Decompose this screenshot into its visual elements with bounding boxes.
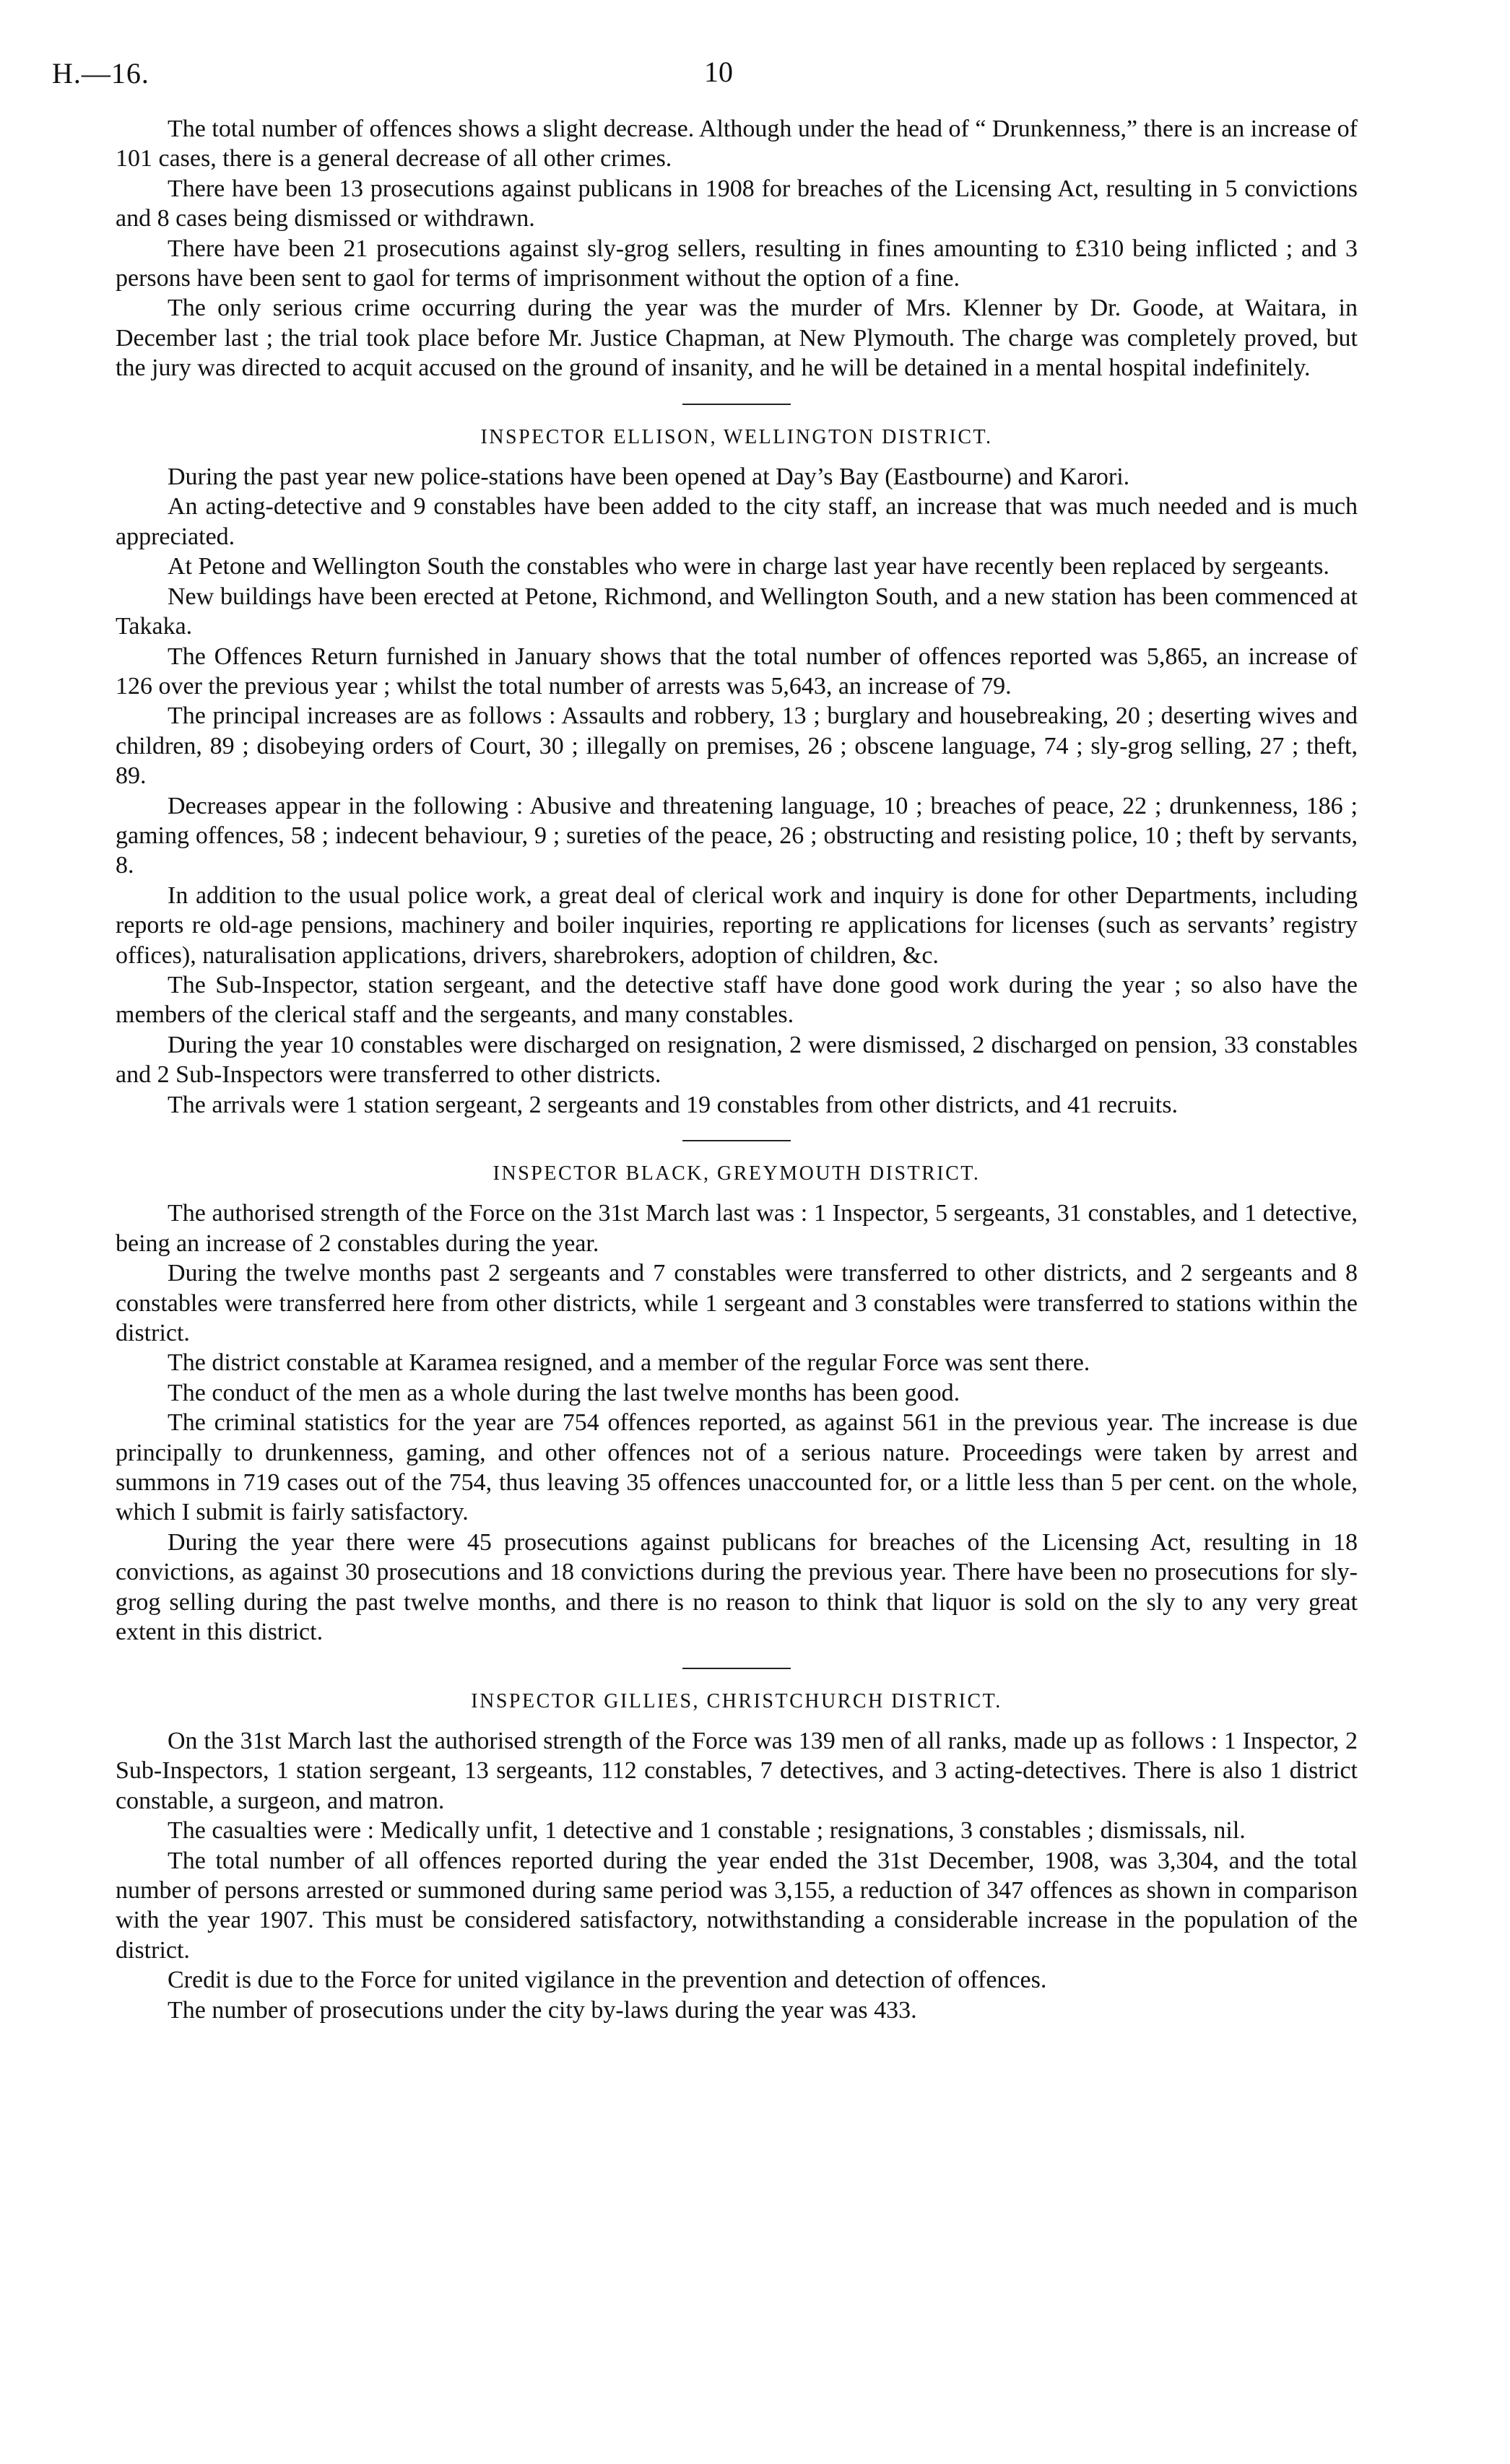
section-heading: INSPECTOR BLACK, GREYMOUTH DISTRICT. [493, 1162, 981, 1185]
paragraph: During the twelve months past 2 sergeants and 7 constables were transferred to other districts, and 2 sergeants and 8 constables were transferred here from other districts, while 1 sergeant and 3 constables were transferred to stations within the district. [116, 1260, 1358, 1347]
paragraph: During the year 10 constables were discharged on resignation, 2 were dismissed, 2 discharged on pension, 33 constables and 2 Sub-Inspectors were transferred to other districts. [116, 1031, 1358, 1089]
document-body [116, 114, 1358, 2025]
paragraph: There have been 21 prosecutions against sly-grog sellers, resulting in fines amounting to £310 being inflicted ; and 3 persons have been sent to gaol for terms of imprisonment without the option of a fine. [116, 235, 1358, 292]
paragraph: The principal increases are as follows : Assaults and robbery, 13 ; burglary and housebreaking, 20 ; deserting wives and children, 89 ; disobeying orders of Court, 30 ; illegally on premises, 26 ; obscene language, 74 ; sly-grog selling, 27 ; theft, 89. [116, 702, 1358, 790]
paragraph: During the past year new police-stations have been opened at Day’s Bay (Eastbourne) and Karori. [168, 463, 1130, 491]
section-divider [682, 1668, 791, 1669]
paragraph: In addition to the usual police work, a great deal of clerical work and inquiry is done for other Departments, including reports re old-age pensions, machinery and boiler inquiries, reporting re applications for licenses (such as servants’ registry offices), naturalisation applications, drivers, sharebrokers, adoption of children, &c. [116, 881, 1358, 969]
section-divider [682, 1140, 791, 1141]
paragraph: At Petone and Wellington South the constables who were in charge last year have recently been replaced by sergeants. [168, 553, 1329, 580]
paragraph: The arrivals were 1 station sergeant, 2 sergeants and 19 constables from other districts, and 41 recruits. [168, 1091, 1178, 1118]
section-divider [682, 404, 791, 405]
paragraph: During the year there were 45 prosecutions against publicans for breaches of the Licensing Act, resulting in 18 convictions, as against 30 prosecutions and 18 convictions during the previous year. There have been no prosecutions for sly-grog selling during the past twelve months, and there is no reason to think that liquor is sold on the sly to any very great extent in this district. [116, 1528, 1358, 1646]
section-heading: INSPECTOR ELLISON, WELLINGTON DISTRICT. [480, 425, 993, 448]
intro-section [116, 114, 1358, 383]
christchurch-section [116, 1686, 1358, 2025]
paragraph: The criminal statistics for the year are 754 offences reported, as against 561 in the previous year. The increase is due principally to drunkenness, gaming, and other offences not of a serious nature. Proceedings were taken by arrest and summons in 719 cases out of the 754, thus leaving 35 offences unaccounted for, or a little less than 5 per cent. on the whole, which I submit is fairly satisfactory. [116, 1409, 1358, 1526]
paragraph: The total number of offences shows a slight decrease. Although under the head of “ Drunkenness,” there is an increase of 101 cases, there is a general decrease of all other crimes. [116, 116, 1358, 173]
paragraph: The Offences Return furnished in January shows that the total number of offences reported was 5,865, an increase of 126 over the previous year ; whilst the total number of arrests was 5,643, an increase of 79. [116, 643, 1358, 700]
paragraph: Decreases appear in the following : Abusive and threatening language, 10 ; breaches of peace, 22 ; drunkenness, 186 ; gaming offences, 58 ; indecent behaviour, 9 ; sureties of the peace, 26 ; obstructing and resisting police, 10 ; theft by servants, 8. [116, 792, 1358, 879]
section-heading: INSPECTOR GILLIES, CHRISTCHURCH DISTRICT. [471, 1689, 1002, 1712]
paragraph: New buildings have been erected at Petone, Richmond, and Wellington South, and a new station has been commenced at Takaka. [116, 583, 1358, 640]
paragraph: The authorised strength of the Force on the 31st March last was : 1 Inspector, 5 sergeants, 31 constables, and 1 detective, being an increase of 2 constables during the year. [116, 1200, 1358, 1257]
paragraph: The Sub-Inspector, station sergeant, and the detective staff have done good work during the year ; so also have the members of the clerical staff and the sergeants, and many constables. [116, 971, 1358, 1029]
paragraph: The number of prosecutions under the city by-laws during the year was 433. [168, 1996, 917, 2024]
page-number: 10 [704, 56, 733, 88]
paragraph: The casualties were : Medically unfit, 1 detective and 1 constable ; resignations, 3 constables ; dismissals, nil. [168, 1817, 1246, 1845]
paragraph: The district constable at Karamea resigned, and a member of the regular Force was sent there. [168, 1349, 1090, 1377]
wellington-section [116, 422, 1358, 1120]
paragraph: An acting-detective and 9 constables have been added to the city staff, an increase that was much needed and is much appreciated. [116, 493, 1358, 550]
greymouth-section [116, 1159, 1358, 1647]
paragraph: The only serious crime occurring during the year was the murder of Mrs. Klenner by Dr. Goode, at Waitara, in December last ; the trial took place before Mr. Justice Chapman, at New Plymouth. The charge was completely proved, but the jury was directed to acquit accused on the ground of insanity, and he will be detained in a mental hospital indefinitely. [116, 295, 1358, 382]
paragraph: The total number of all offences reported during the year ended the 31st December, 1908, was 3,304, and the total number of persons arrested or summoned during same period was 3,155, a reduction of 347 offences as shown in comparison with the year 1907. This must be considered satisfactory, notwithstanding a considerable increase in the population of the district. [116, 1847, 1358, 1964]
paragraph: Credit is due to the Force for united vigilance in the prevention and detection of offences. [168, 1967, 1047, 1994]
paragraph: There have been 13 prosecutions against publicans in 1908 for breaches of the Licensing Act, resulting in 5 convictions and 8 cases being dismissed or withdrawn. [116, 175, 1358, 232]
paragraph: The conduct of the men as a whole during the last twelve months has been good. [168, 1379, 960, 1406]
document-reference: H.—16. [52, 57, 149, 90]
paragraph: On the 31st March last the authorised strength of the Force was 139 men of all ranks, made up as follows : 1 Inspector, 2 Sub-Inspectors, 1 station sergeant, 13 sergeants, 112 constables, 7 detectives, and 3 acting-detectives. There is also 1 district constable, a surgeon, and matron. [116, 1727, 1358, 1814]
